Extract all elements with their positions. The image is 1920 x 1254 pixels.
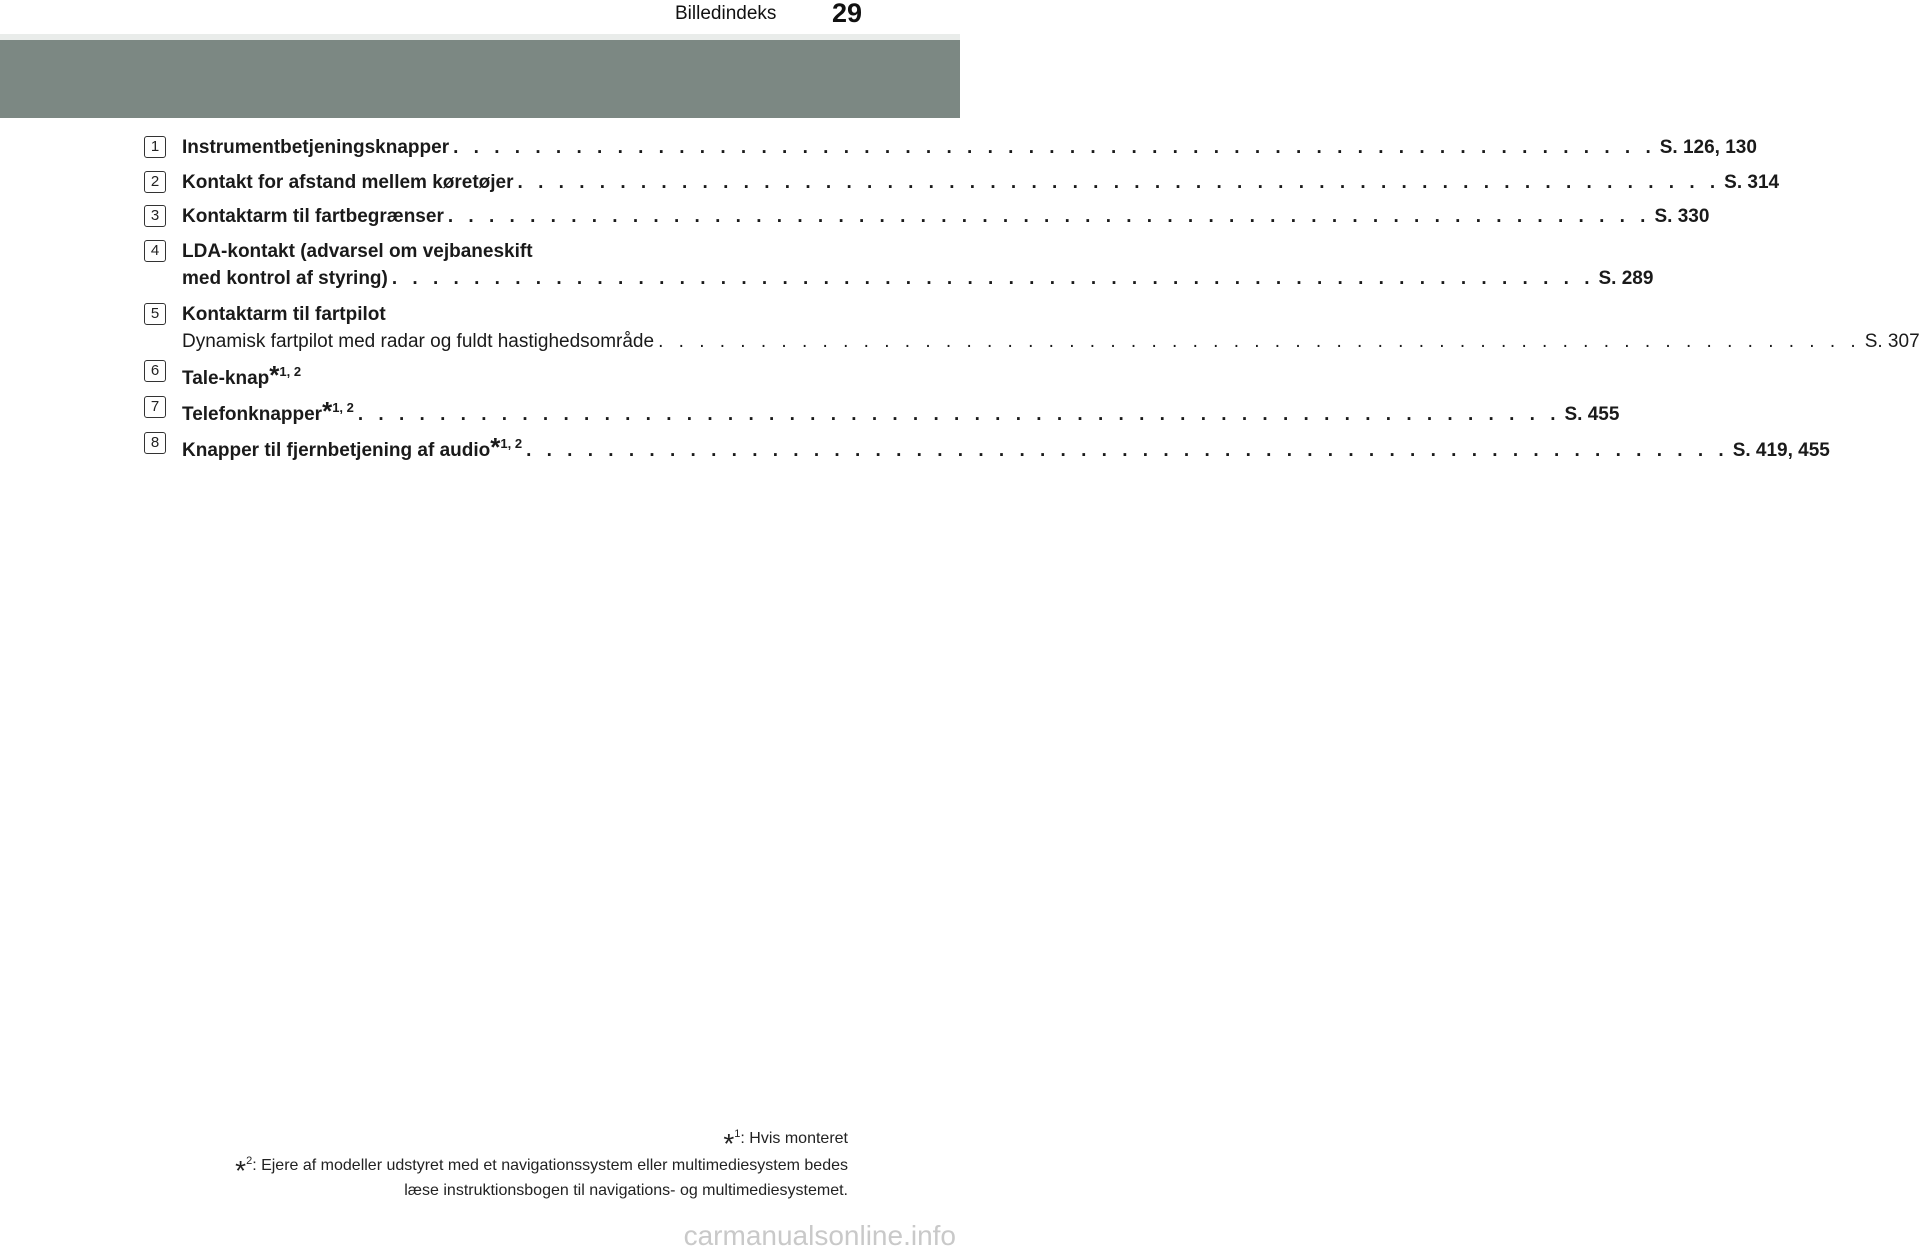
- leader-dots: . . . . . . . . . . . . . . . . . . . . . . . . . . . . . . . . . . . . . . . . . . . . . . . . . . . . . . . . . . .: [391, 268, 1595, 289]
- footnote-1: *$^1$: Hvis monteret: [723, 1128, 848, 1159]
- page-reference: S. 289: [1598, 268, 1654, 289]
- leader-dots: . . . . . . . . . . . . . . . . . . . . . . . . . . . . . . . . . . . . . . . . . . . . . . . . . . . . . . . . . . .: [517, 172, 1721, 193]
- watermark: carmanualsonline.info: [683, 1220, 956, 1251]
- page-reference: S. 455: [1564, 404, 1620, 425]
- leader-dots: . . . . . . . . . . . . . . . . . . . . . . . . . . . . . . . . . . . . . . . . . . . . . . . . . . . . . . . . . . .: [453, 137, 1656, 158]
- asterisk-icon: *: [235, 1155, 247, 1186]
- number-1-icon: 1: [144, 136, 166, 158]
- asterisk-icon: *: [490, 432, 501, 462]
- entry-text: Kontaktarm til fartpilot: [182, 304, 386, 325]
- page-reference: S. 419, 455: [1732, 440, 1830, 461]
- number-7-icon: 7: [144, 396, 166, 418]
- asterisk-icon: *: [269, 360, 280, 390]
- number-3-icon: 3: [144, 205, 166, 227]
- number-4-icon: 4: [144, 240, 166, 262]
- page-number: 29: [832, 0, 863, 28]
- asterisk-icon: *: [322, 396, 333, 426]
- page-reference: S. 330: [1654, 206, 1710, 227]
- number-6-icon: 6: [144, 360, 166, 382]
- page-header: [0, 0, 960, 34]
- number-5-icon: 5: [144, 303, 166, 325]
- asterisk-icon: *: [723, 1128, 735, 1159]
- header-band: [0, 40, 960, 118]
- entry-text: Kontaktarm til fartbegrænser: [182, 206, 444, 227]
- footnote-marker: *1, 2: [269, 360, 302, 390]
- entry-subtext: Dynamisk fartpilot med radar og fuldt hastighedsområde: [182, 331, 655, 352]
- leader-dots: . . . . . . . . . . . . . . . . . . . . . . . . . . . . . . . . . . . . . . . . . . . . . . . . . . . . . . . . . . .: [357, 404, 1561, 425]
- entry-text: Tale-knap: [182, 368, 270, 389]
- footnote-marker: *1, 2: [490, 432, 523, 462]
- page-reference: S. 126, 130: [1659, 137, 1757, 158]
- entry-text: Knapper til fjernbetjening af audio: [182, 440, 491, 461]
- entry-text: LDA-kontakt (advarsel om vejbaneskift: [182, 241, 533, 262]
- number-2-icon: 2: [144, 171, 166, 193]
- page-reference: S. 314: [1724, 172, 1780, 193]
- footnote-marker: *1, 2: [322, 396, 354, 426]
- entry-text: Kontakt for afstand mellem køretøjer: [182, 172, 514, 193]
- page-reference: S. 307: [1864, 331, 1920, 352]
- entry-text: Telefonknapper: [182, 404, 323, 425]
- leader-dots: . . . . . . . . . . . . . . . . . . . . . . . . . . . . . . . . . . . . . . . . . . . . . . . . . . . . . . . . . . .: [526, 440, 1729, 461]
- leader-dots: . . . . . . . . . . . . . . . . . . . . . . . . . . . . . . . . . . . . . . . . . . . . . . . . . . . . . . . . . . .: [658, 331, 1861, 352]
- entry-text: Instrumentbetjeningsknapper: [182, 137, 450, 158]
- number-8-icon: 8: [144, 432, 166, 454]
- entry-text-continued: med kontrol af styring): [182, 268, 388, 289]
- footnote-2: *$^2$: Ejere af modeller udstyret med et navigationssystem eller multimediesystem bedes læse instruktionsbogen til navigations- og multimediesystemet.: [235, 1155, 848, 1199]
- leader-dots: . . . . . . . . . . . . . . . . . . . . . . . . . . . . . . . . . . . . . . . . . . . . . . . . . . . . . . . . . . .: [447, 206, 1651, 227]
- section-name: Billedindeks: [675, 3, 777, 24]
